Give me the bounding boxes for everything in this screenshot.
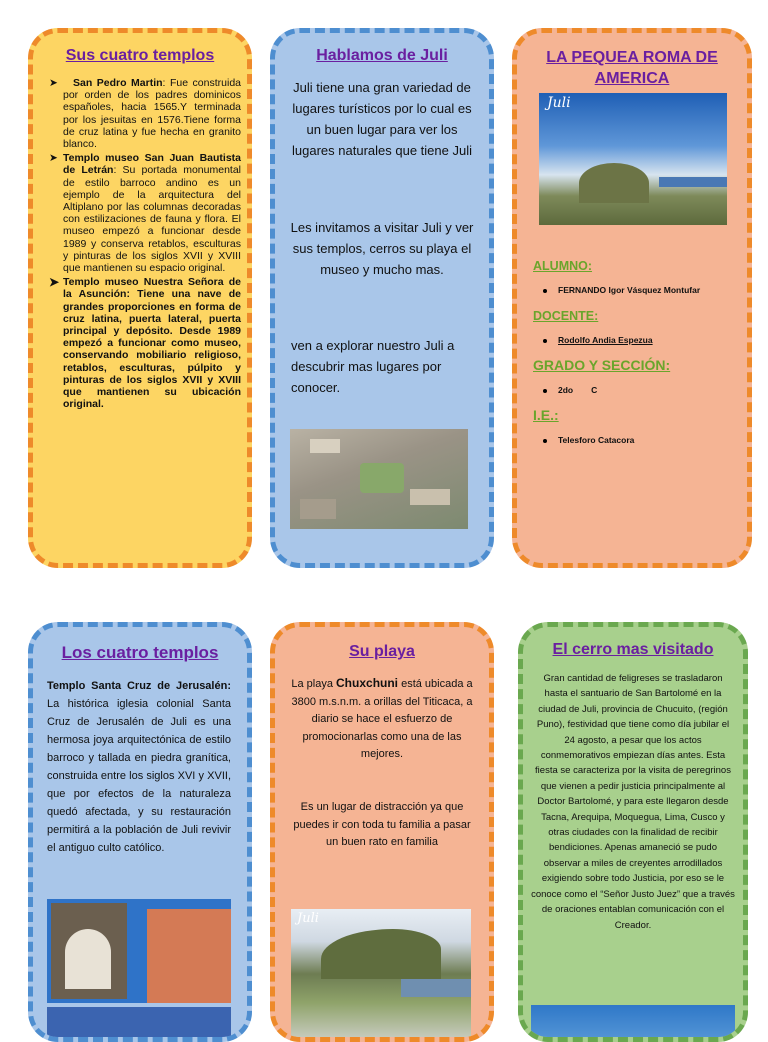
bullet-icon (543, 439, 547, 443)
invitation-paragraph: Les invitamos a visitar Juli y ver sus templos, cerros su playa el museo y mucho mas. (290, 220, 474, 277)
panel-sus-cuatro-templos (28, 28, 252, 568)
explore-paragraph: ven a explorar nuestro Juli a descubrir mas lugares por conocer. (291, 338, 455, 395)
panel-title: El cerro mas visitado (552, 641, 714, 658)
docente-entry: Rodolfo Andia Espezua (543, 335, 743, 345)
bullet-icon (543, 389, 547, 393)
ie-entry: Telesforo Catacora (543, 435, 743, 445)
bullet-icon (543, 339, 547, 343)
sanctuary-paragraph: Gran cantidad de feligreses se trasladaron hasta el santuario de San Bartolomé en la ciudad de Juli, provincia de Chucuito, (región Puno), festividad que tiene como día jubilar el 24 agosto, a pesar que los actos conmemorativos empiezan días antes. Esta fiesta se caracteriza por la visita de peregrinos que vienen a pedir justicia principalmente al Doctor Bartolomé, y para este llegaron desde Tacna, Arequipa, Moquegua, Lima, Cusco y otras ciudades con la finalidad de recibir bendiciones. Apenas amaneció se pudo observar a miles de creyentes arrodillados exigiendo sobre todo Justicia, por eso se le conoce como el “Señor Justo Juez” que a través de oraciones entablan comunicación con el Creador. (531, 673, 735, 931)
arrow-bullet-icon: ➤ (49, 77, 58, 89)
list-item: ➤ Templo museo San Juan Bautista de Letrán: Su portada monumental de estilo barroco andino es un ejemplo de la arquitectura del Altiplano por las columnas decoradas con estilizaciones de fauna y flora. El museo empezó a funcionar desde 1989 y conserva retablos, esculturas y pinturas de los siglos XVII y XVIII que mantienen su espacio original. (49, 152, 241, 275)
church-photo-2 (47, 1007, 231, 1037)
santa-cruz-paragraph: Templo Santa Cruz de Jerusalén: La histórica iglesia colonial Santa Cruz de Jerusalén de Juli es una hermosa joya arquitectónica de estilo barroco y tallada en piedra granítica, construida entre los siglos XVI y XVII, que por efectos de la naturaleza quedó afectada, y su restauración permitirá a la población de Juli revivir el antiguo culto católico. (47, 680, 231, 854)
list-item: ➤ Templo museo Nuestra Señora de la Asunción: Tiene una nave de grandes proporciones en forma de cruz latina, puerta lateral, puerta principal y depósito. Desde 1989 empezó a funcionar como museo, conservando mobiliario religioso, retablos, esculturas, púlpito y pinturas de los siglos XVII y XVIII que mantienen su ubicación original. (49, 275, 241, 411)
ie-label: I.E.: (533, 407, 559, 423)
grado-label: GRADO Y SECCIÓN: (533, 357, 671, 373)
temple-list (49, 77, 241, 410)
arrow-bullet-icon: ➤ (49, 152, 58, 165)
beach-photo (291, 909, 471, 1039)
town-aerial-photo (290, 429, 468, 529)
church-photo (47, 899, 231, 1003)
panel-title: Sus cuatro templos (65, 47, 215, 64)
panel-title: Hablamos de Juli (316, 47, 448, 64)
panel-hablamos-de-juli (270, 28, 494, 568)
grado-entry: 2do C (543, 385, 743, 395)
beach-paragraph: La playa Chuxchuni está ubicada a 3800 m.s.n.m. a orillas del Titicaca, a diario se hace el esfuerzo de promocionarlas como una de las mejores. (291, 676, 473, 760)
family-paragraph: Es un lugar de distracción ya que puedes ir con toda tu familia a pasar un buen rato en familia (293, 801, 471, 848)
alumno-label: ALUMNO: (533, 259, 593, 273)
list-item: ➤ San Pedro Martin: Fue construida por orden de los padres dominicos españoles, hacia 1565.Y terminada por los jesuitas en 1576.Tiene forma de cruz latina y fue hecha en granito blanco. (49, 77, 241, 151)
bullet-icon (543, 289, 547, 293)
panel-su-playa (270, 622, 494, 1042)
alumno-entry: FERNANDO Igor Vásquez Montufar (543, 285, 743, 295)
docente-label: DOCENTE: (533, 309, 599, 323)
panel-pequea-roma (512, 28, 752, 568)
panel-title: LA PEQUEA ROMA DE AMERICA (546, 49, 718, 87)
panel-title: Su playa (349, 643, 415, 660)
photo-logo: Juli (297, 911, 319, 926)
photo-logo: Juli (547, 95, 571, 111)
arrow-bullet-icon: ➤ (49, 275, 60, 290)
intro-paragraph: Juli tiene una gran variedad de lugares turísticos por lo cual es un buen lugar para ver los lugares naturales que tiene Juli (292, 80, 472, 158)
panel-los-cuatro-templos (28, 622, 252, 1042)
panel-cerro-mas-visitado (518, 622, 748, 1042)
juli-landscape-photo (539, 93, 727, 225)
panel-title: Los cuatro templos (61, 643, 219, 662)
